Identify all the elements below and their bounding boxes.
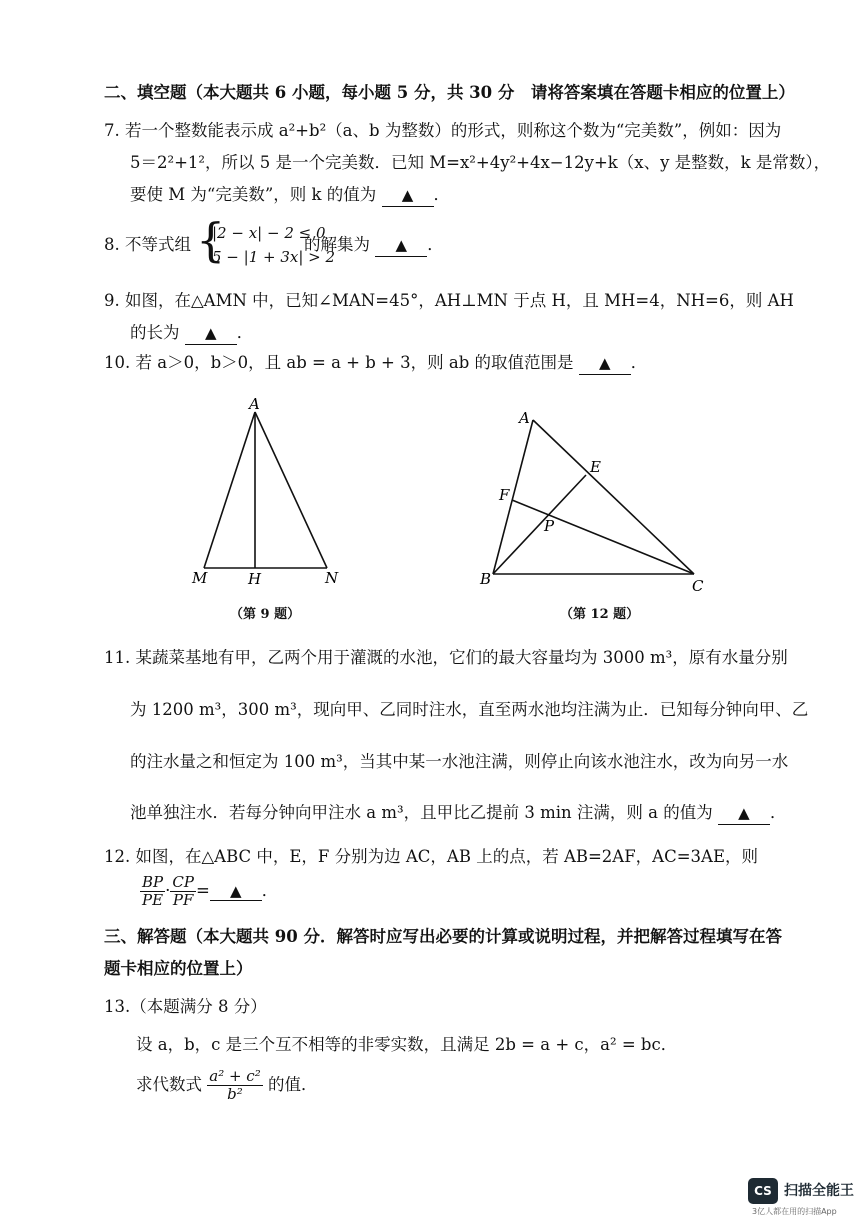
- q11-line2: 为 1200 m³，300 m³，现向甲、乙同时注水，直至两水池均注满为止．已知每分钟向甲、乙: [130, 700, 809, 719]
- fraction-bp-pe: $\frac{BP}{PE}$: [142, 873, 164, 909]
- q7-line3: 要使 M 为“完美数”，则 k 的值为 ▲ ．: [130, 184, 450, 207]
- label-a: A: [519, 409, 530, 427]
- fraction-expression: $\frac{\text{a² + c²}}{\text{b²}}$: [209, 1067, 261, 1103]
- figure-9-caption: （第 9 题）: [230, 607, 301, 622]
- q8-prefix: 8. 不等式组: [104, 235, 191, 254]
- segment-be: [493, 475, 586, 574]
- q11-line4: 池单独注水．若每分钟向甲注水 a m³，且甲比乙提前 3 min 注满，则 a 的值为 ▲ ．: [130, 802, 786, 825]
- label-c: C: [692, 577, 704, 595]
- q13-line2: 求代数式 $\frac{\text{a² + c²}}{\text{b²}}$ 的值．: [136, 1067, 318, 1103]
- label-e: E: [590, 458, 601, 476]
- q8-inequality-1: |2 − x| − 2 ≤ 0: [212, 224, 326, 242]
- label-a: A: [249, 395, 260, 413]
- q12-expression: $\frac{BP}{PE}$ · $\frac{CP}{PF}$ = ▲ ．: [142, 873, 279, 909]
- q9-line1: 9. 如图，在△AMN 中，已知∠MAN=45°，AH⊥MN 于点 H，且 MH=4，NH=6，则 AH: [104, 291, 794, 310]
- label-n: N: [325, 569, 339, 587]
- q13-line1: 设 a，b，c 是三个互不相等的非零实数，且满足 2b = a + c，a² = bc．: [136, 1035, 678, 1054]
- section3-line2: 题卡相应的位置上）: [104, 959, 253, 978]
- q11-line1: 11. 某蔬菜基地有甲，乙两个用于灌溉的水池，它们的最大容量均为 3000 m³，原有水量分别: [104, 648, 788, 667]
- side-ab: [493, 420, 533, 574]
- label-f: F: [499, 486, 510, 504]
- answer-blank: ▲: [210, 882, 262, 901]
- answer-blank: ▲: [375, 234, 427, 257]
- label-b: B: [480, 570, 492, 588]
- label-m: M: [192, 569, 208, 587]
- side-ac: [533, 420, 694, 574]
- answer-blank: ▲: [185, 322, 237, 345]
- section2-title: 二、填空题（本大题共 6 小题，每小题 5 分，共 30 分 请将答案填在答题卡相应的位置上）: [104, 83, 795, 102]
- label-h: H: [248, 570, 262, 588]
- q8-inequality-2: 5 − |1 + 3x| > 2: [212, 248, 336, 266]
- q13-title: 13.（本题满分 8 分）: [104, 997, 267, 1016]
- q9-line2: 的长为 ▲ ．: [130, 322, 253, 345]
- figure-12: [493, 420, 694, 574]
- q8-suffix: 的解集为 ▲ ．: [304, 234, 444, 257]
- q10-text: 10. 若 a＞0，b＞0，且 ab = a + b + 3，则 ab 的取值范围是 ▲ ．: [104, 352, 647, 375]
- segment-cf: [512, 500, 694, 574]
- side-am: [204, 412, 255, 568]
- q11-line3: 的注水量之和恒定为 100 m³，当其中某一水池注满，则停止向该水池注水，改为向另一水: [130, 752, 789, 771]
- q7-line2: 5＝2²+1²，所以 5 是一个完美数．已知 M=x²+4y²+4x−12y+k（x、y 是整数，k 是常数），: [130, 153, 831, 172]
- watermark-subtitle: 3亿人都在用的扫描App: [752, 1207, 837, 1216]
- left-brace: {: [196, 213, 226, 267]
- section3-line1: 三、解答题（本大题共 90 分．解答时应写出必要的计算或说明过程，并把解答过程填写在答: [104, 927, 782, 946]
- q12-line1: 12. 如图，在△ABC 中，E，F 分别为边 AC，AB 上的点，若 AB=2AF，AC=3AE，则: [104, 847, 758, 866]
- fraction-cp-pf: $\frac{CP}{PF}$: [172, 873, 194, 909]
- figure-12-caption: （第 12 题）: [560, 607, 640, 622]
- watermark-name: 扫描全能王: [784, 1183, 854, 1199]
- q7-line1: 7. 若一个整数能表示成 a²+b²（a、b 为整数）的形式，则称这个数为“完美数”，例如：因为: [104, 121, 782, 140]
- camscanner-logo: CS: [748, 1178, 778, 1204]
- label-p: P: [544, 517, 555, 535]
- answer-blank: ▲: [382, 184, 434, 207]
- side-an: [255, 412, 327, 568]
- answer-blank: ▲: [579, 352, 631, 375]
- answer-blank: ▲: [718, 802, 770, 825]
